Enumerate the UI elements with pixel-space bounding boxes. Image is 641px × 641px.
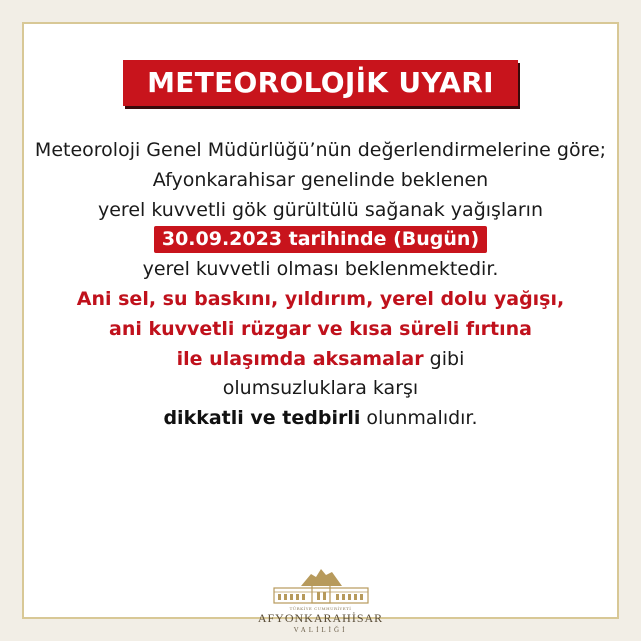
body-line-9: olumsuzluklara karşı	[222, 377, 419, 400]
warning-line-3	[0, 345, 641, 375]
body-line-5: yerel kuvvetli olması beklenmektedir.	[142, 258, 499, 281]
title-wrap	[0, 60, 641, 106]
logo-top-text: TÜRKİYE CUMHURİYETİ	[289, 606, 352, 611]
warning-line-1: Ani sel, su baskını, yıldırım, yerel dolu yağışı,	[76, 287, 565, 310]
warning-line-3-rest: gibi	[423, 347, 465, 370]
caution-rest: olunmalıdır.	[360, 407, 478, 430]
building-center	[312, 584, 330, 603]
page-title: METEOROLOJİK UYARI	[123, 60, 518, 106]
building-outline	[274, 588, 368, 603]
warning-line-3-red: ile ulaşımda aksamalar	[176, 347, 424, 370]
building-windows	[278, 592, 363, 600]
castle-building-icon	[266, 566, 376, 606]
caution-bold: dikkatli ve tedbirli	[163, 407, 361, 430]
date-highlight: 30.09.2023 tarihinde (Bugün)	[154, 226, 487, 253]
body-line-1: Meteoroloji Genel Müdürlüğü’nün değerlendirmelerine göre;	[34, 139, 607, 161]
body-line-3: yerel kuvvetli gök gürültülü sağanak yağışların	[98, 198, 543, 221]
logo-sub-text: VALİLİĞİ	[293, 626, 348, 634]
body-line-10	[0, 404, 641, 434]
body-line-4	[0, 225, 641, 255]
warning-line-2: ani kuvvetli rüzgar ve kısa süreli fırtına	[109, 317, 532, 340]
announcement-body	[0, 136, 641, 434]
logo-main-text: AFYONKARAHİSAR	[257, 611, 384, 625]
body-line-2: Afyonkarahisar genelinde beklenen	[152, 168, 489, 191]
